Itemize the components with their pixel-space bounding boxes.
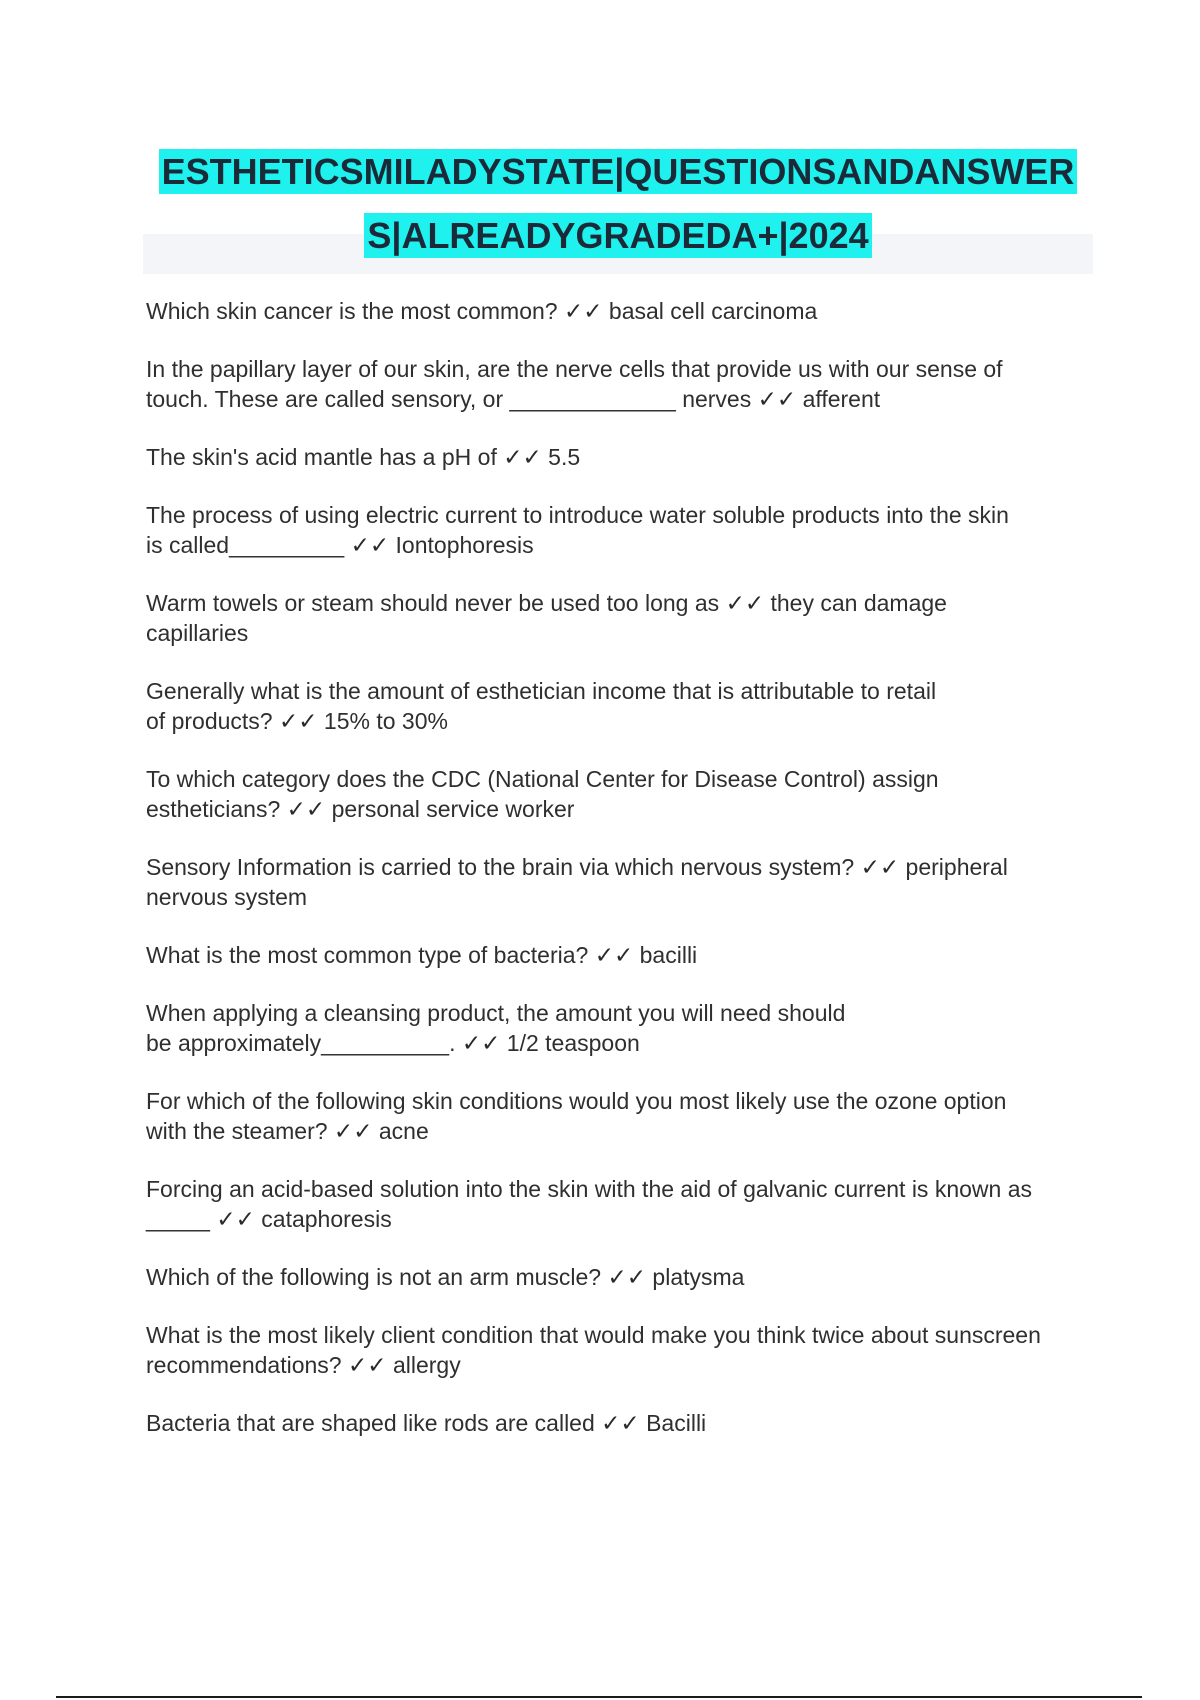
answer-text: peripheral nervous system [146,854,1008,910]
answer-text: 5.5 [548,444,581,470]
question-text: To which category does the CDC (National Center for Disease Control) assign estheticians? [146,766,939,822]
check-mark-icon: ✓✓ [216,1206,255,1232]
qa-item [146,1086,1096,1146]
answer-text: they can damage capillaries [146,590,947,646]
question-text: Which of the following is not an arm muscle? [146,1264,602,1290]
question-text: Forcing an acid-based solution into the skin with the aid of galvanic current is known as _____ [146,1176,1032,1232]
answer-text: bacilli [639,942,698,968]
qa-item [146,354,1096,414]
answer-text: 1/2 teaspoon [506,1030,640,1056]
check-mark-icon: ✓✓ [503,444,542,470]
answer-text: personal service worker [331,796,575,822]
qa-item [146,588,1096,648]
check-mark-icon: ✓✓ [607,1264,647,1290]
qa-item [146,1174,1096,1234]
qa-item [146,1408,1096,1438]
check-mark-icon: ✓✓ [461,1030,501,1056]
qa-item [146,940,1096,970]
answer-text: platysma [652,1264,745,1290]
check-mark-icon: ✓✓ [563,298,603,324]
check-mark-icon: ✓✓ [348,1352,387,1378]
answer-text: allergy [392,1352,461,1378]
answer-text: afferent [802,386,881,412]
check-mark-icon: ✓✓ [860,854,900,880]
answer-text: basal cell carcinoma [608,298,818,324]
qa-item [146,442,1096,472]
qa-item [146,1320,1096,1380]
title-line-1: ESTHETICSMILADYSTATE|QUESTIONSANDANSWER [159,149,1078,194]
check-mark-icon: ✓✓ [333,1118,373,1144]
question-text: Bacteria that are shaped like rods are called [146,1410,595,1436]
question-text: For which of the following skin conditions would you most likely use the ozone option with the steamer? [146,1088,1007,1144]
check-mark-icon: ✓✓ [350,532,390,558]
check-mark-icon: ✓✓ [594,942,634,968]
question-text: The skin's acid mantle has a pH of [146,444,497,470]
question-text: Sensory Information is carried to the brain via which nervous system? [146,854,855,880]
qa-item [146,500,1096,560]
question-text: Which skin cancer is the most common? [146,298,558,324]
footer-divider [56,1696,1142,1698]
qa-item [146,998,1096,1058]
question-text: Warm towels or steam should never be used too long as [146,590,720,616]
question-text: Generally what is the amount of esthetician income that is attributable to retail of products? [146,678,937,734]
answer-text: Bacilli [646,1410,707,1436]
question-text: What is the most likely client condition that would make you think twice about sunscreen recommendations? [146,1322,1041,1378]
check-mark-icon: ✓✓ [278,708,318,734]
qa-item [146,852,1096,912]
answer-text: 15% to 30% [323,708,448,734]
title-line-2: S|ALREADYGRADEDA+|2024 [364,213,871,258]
document-title [143,140,1093,268]
answer-text: acne [378,1118,429,1144]
answer-text: cataphoresis [261,1206,392,1232]
question-text: The process of using electric current to introduce water soluble products into the skin is called_________ [146,502,1009,558]
check-mark-icon: ✓✓ [725,590,765,616]
qa-item [146,296,1096,326]
check-mark-icon: ✓✓ [757,386,797,412]
question-text: What is the most common type of bacteria? [146,942,589,968]
answer-text: Iontophoresis [395,532,534,558]
qa-item [146,1262,1096,1292]
question-text: In the papillary layer of our skin, are the nerve cells that provide us with our sense of touch. These are called sensory, or _____________ nerves [146,356,1003,412]
check-mark-icon: ✓✓ [286,796,326,822]
check-mark-icon: ✓✓ [601,1410,640,1436]
qa-list [146,296,1096,1466]
qa-item [146,676,1096,736]
qa-item [146,764,1096,824]
question-text: When applying a cleansing product, the amount you will need should be approximately__________. [146,1000,846,1056]
